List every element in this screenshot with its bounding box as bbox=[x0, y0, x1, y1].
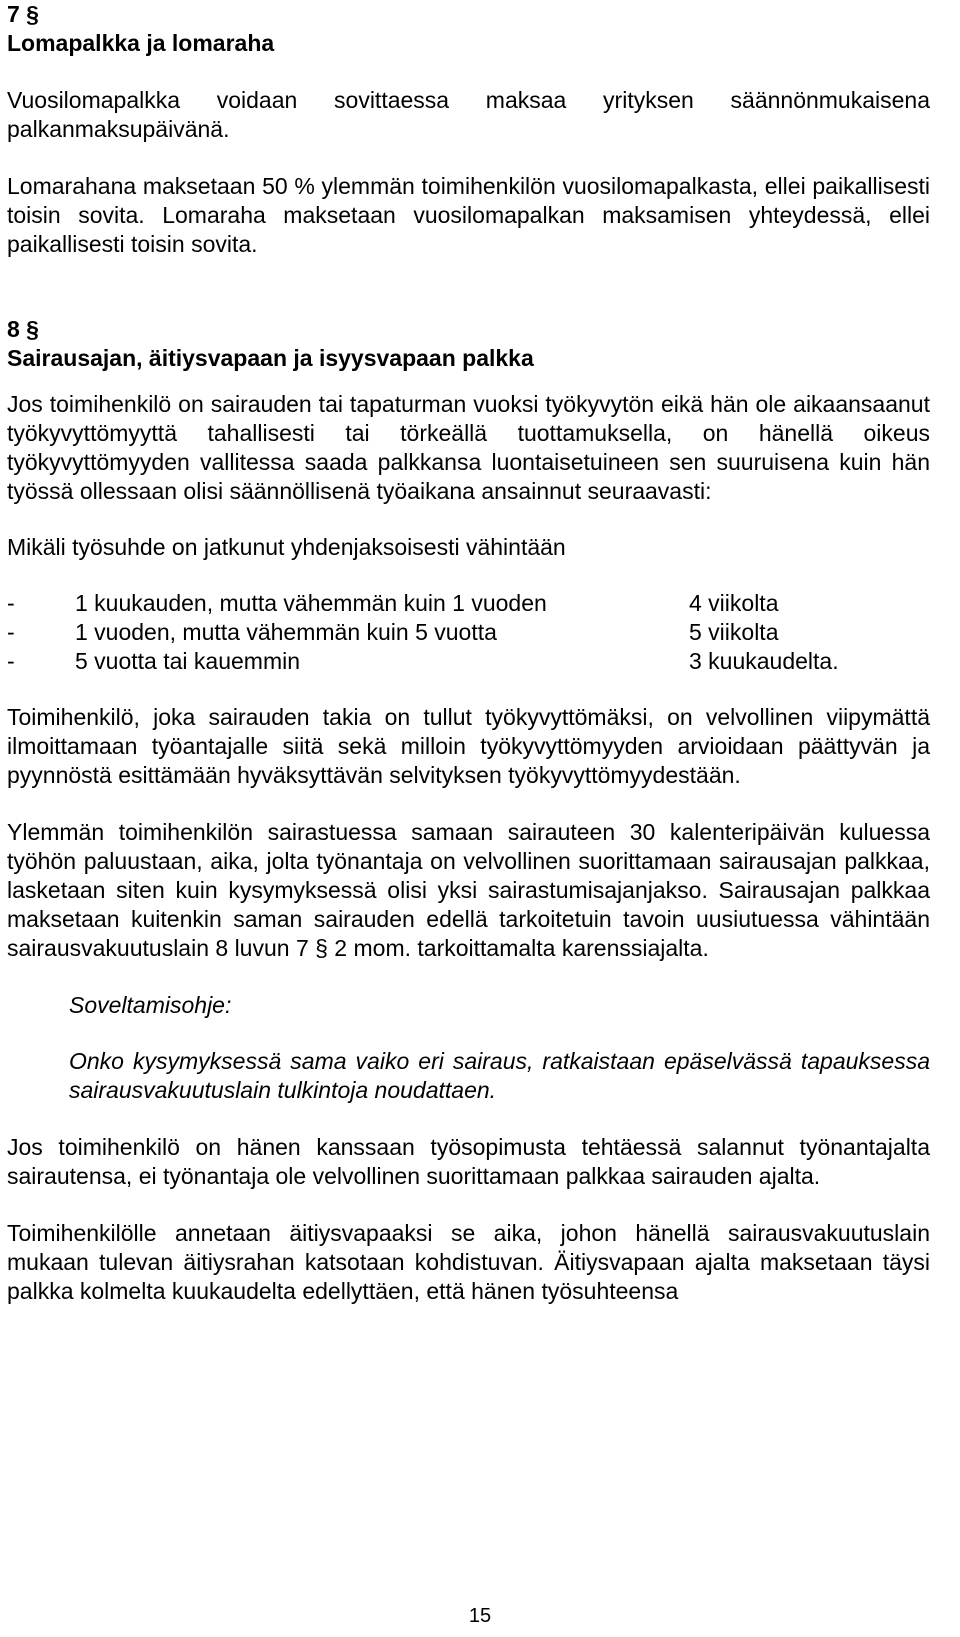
section-8 bbox=[7, 315, 930, 1306]
employment-condition: Mikäli työsuhde on jatkunut yhdenjaksoisesti vähintään bbox=[7, 534, 566, 560]
section-7-title: Lomapalkka ja lomaraha bbox=[7, 30, 275, 56]
section-8-title: Sairausajan, äitiysvapaan ja isyysvapaan palkka bbox=[7, 345, 534, 371]
section-7-paragraph: Lomarahana maksetaan 50 % ylemmän toimihenkilön vuosilomapalkasta, ellei paikallisesti toisin sovita. Lomaraha maksetaan vuosilomapalkan maksamisen yhteydessä, ellei paikallisesti toisin sovita. bbox=[7, 173, 930, 257]
guidance-label: Soveltamisohje: bbox=[69, 992, 232, 1018]
section-7 bbox=[7, 0, 930, 259]
section-7-number: 7 § bbox=[7, 1, 39, 27]
period-pay: 3 kuukaudelta. bbox=[689, 648, 839, 674]
section-7-paragraph: Vuosilomapalkka voidaan sovittaessa maksaa yrityksen säännönmukaisena palkanmaksupäivänä. bbox=[7, 87, 930, 142]
table-row bbox=[7, 647, 839, 676]
table-row bbox=[7, 589, 839, 618]
period-pay: 4 viikolta bbox=[689, 590, 779, 616]
section-8-number: 8 § bbox=[7, 316, 39, 342]
notification-paragraph: Toimihenkilö, joka sairauden takia on tullut työkyvyttömäksi, on velvollinen viipymättä ilmoittamaan työantajalle siitä sekä milloin työkyvyttömyyden arvioidaan päättyvän ja pyynnöstä esittämään hyväksyttävän selvityksen työkyvyttömyydestään. bbox=[7, 704, 930, 788]
section-8-heading bbox=[7, 315, 930, 373]
period-duration: 5 vuotta tai kauemmin bbox=[75, 648, 301, 674]
list-dash: - bbox=[7, 648, 15, 674]
guidance-text: Onko kysymyksessä sama vaiko eri sairaus, ratkaistaan epäselvässä tapauksessa sairausvakuutuslain tulkintoja noudattaen. bbox=[69, 1048, 930, 1103]
period-pay: 5 viikolta bbox=[689, 619, 779, 645]
section-7-heading bbox=[7, 0, 930, 58]
recurrence-paragraph: Ylemmän toimihenkilön sairastuessa samaan sairauteen 30 kalenteripäivän kuluessa työhön paluustaan, aika, jolta työnantaja on velvollinen suorittamaan sairausajan palkkaa, lasketaan siten kuin kysymyksessä olisi yksi sairastumisajanjakso. Sairausajan palkkaa maksetaan kuitenkin saman sairauden edellä tarkoitetuin tavoin uusiutuessa vähintään sairausvakuutuslain 8 luvun 7 § 2 mom. tarkoittamalta karenssiajalta. bbox=[7, 819, 930, 961]
sick-pay-periods-table bbox=[7, 589, 839, 676]
sick-pay-intro: Jos toimihenkilö on sairauden tai tapaturman vuoksi työkyvytön eikä hän ole aikaansaanut työkyvyttömyyttä tahallisesti tai törkeällä tuottamuksella, on hänellä oikeus työkyvyttömyyden vallitessa saada palkkansa luontaisetuineen sen suuruisena kuin hän työssä ollessaan olisi säännöllisenä työaikana ansainnut seuraavasti: bbox=[7, 391, 930, 504]
list-dash: - bbox=[7, 590, 15, 616]
document-page bbox=[7, 0, 930, 1306]
maternity-paragraph: Toimihenkilölle annetaan äitiysvapaaksi se aika, johon hänellä sairausvakuutuslain mukaan tulevan äitiysrahan katsotaan kohdistuvan. Äitiysvapaan ajalta maksetaan täysi palkka kolmelta kuukaudelta edellyttäen, että hänen työsuhteensa bbox=[7, 1220, 930, 1304]
period-duration: 1 kuukauden, mutta vähemmän kuin 1 vuoden bbox=[75, 590, 547, 616]
table-row bbox=[7, 618, 839, 647]
list-dash: - bbox=[7, 619, 15, 645]
page-number: 15 bbox=[468, 1605, 492, 1627]
concealment-paragraph: Jos toimihenkilö on hänen kanssaan työsopimusta tehtäessä salannut työnantajalta sairautensa, ei työnantaja ole velvollinen suorittamaan palkkaa sairauden ajalta. bbox=[7, 1134, 930, 1189]
period-duration: 1 vuoden, mutta vähemmän kuin 5 vuotta bbox=[75, 619, 497, 645]
